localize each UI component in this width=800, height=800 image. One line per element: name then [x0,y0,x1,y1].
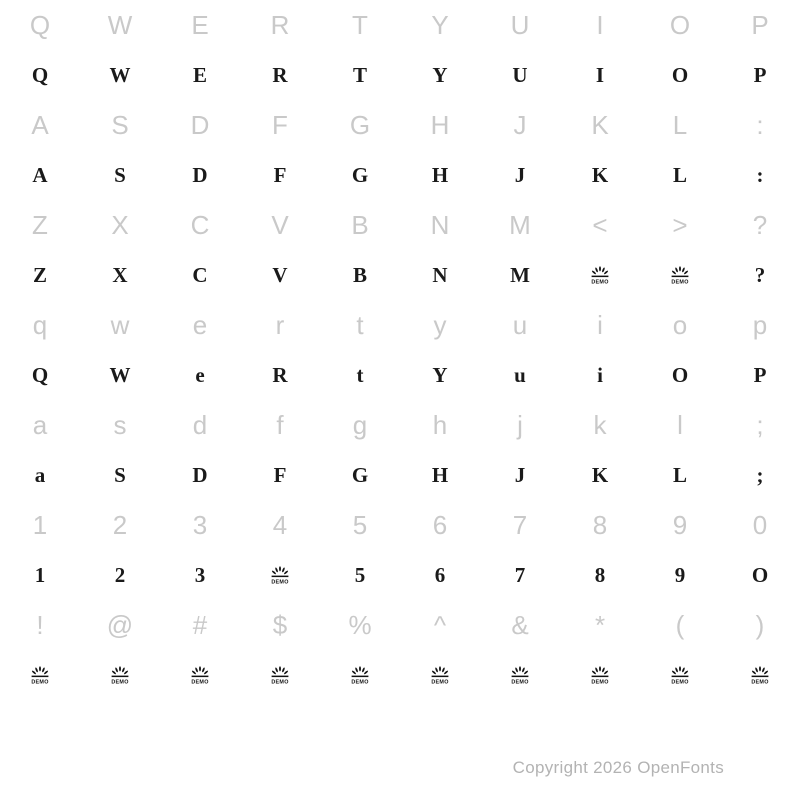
key-label-cell: y [433,310,447,340]
svg-text:DEMO: DEMO [591,679,609,686]
key-label-cell: 3 [192,510,208,540]
glyph-cell: O [751,562,769,587]
svg-text:DEMO: DEMO [671,279,689,286]
glyph-cell: H [431,162,449,187]
glyph-cell: 8 [594,562,606,587]
key-label-cell: K [591,110,609,140]
glyph-cell: R [272,62,288,87]
key-label-cell: $ [272,610,288,640]
svg-text:DEMO: DEMO [591,279,609,286]
svg-text:DEMO: DEMO [431,679,449,686]
key-label-cell: J [513,110,527,140]
key-label-cell: t [356,310,364,340]
glyph-cell: V [272,262,288,287]
key-label-cell: ; [756,410,764,440]
key-label-cell: : [756,110,764,140]
key-label-cell: < [592,210,608,240]
key-label-cell: 1 [32,510,48,540]
key-label-cell: S [111,110,129,140]
key-label-cell: ^ [433,610,447,640]
key-label-cell: ! [36,610,44,640]
key-label-cell: I [596,10,604,40]
svg-text:DEMO: DEMO [671,679,689,686]
key-label-cell: > [672,210,688,240]
glyph-cell: H [431,462,449,487]
key-label-cell: N [430,210,450,240]
key-label-cell: ? [752,210,768,240]
key-label-cell: s [113,410,127,440]
key-label-cell: 8 [592,510,608,540]
key-label-cell: C [190,210,210,240]
key-label-cell: d [192,410,208,440]
glyph-cell: G [351,462,369,487]
glyph-cell: B [352,262,367,287]
demo-placeholder-glyph-icon [0,650,80,700]
key-label-cell: M [509,210,531,240]
key-label-cell: h [432,410,448,440]
key-label-cell: X [111,210,129,240]
key-label-cell: R [270,10,290,40]
glyph-cell: 3 [194,562,206,587]
key-label-cell: U [510,10,530,40]
glyph-cell: I [595,62,605,87]
glyph-cell: u [514,362,526,387]
key-label-cell: 2 [112,510,128,540]
glyph-cell: S [114,462,126,487]
svg-text:DEMO: DEMO [111,679,129,686]
key-label-cell: # [192,610,208,640]
glyph-cell: C [192,262,208,287]
glyph-cell: T [352,62,367,87]
glyph-cell: O [671,362,689,387]
glyph-cell: P [753,62,767,87]
key-label-cell: r [275,310,285,340]
glyph-cell: K [591,462,609,487]
key-label-cell: e [192,310,208,340]
demo-placeholder-glyph-icon [560,250,640,300]
glyph-cell: 6 [434,562,446,587]
glyph-cell: t [356,362,364,387]
key-label-cell: p [752,310,768,340]
key-label-cell: B [351,210,369,240]
glyph-cell: G [351,162,369,187]
glyph-cell: 1 [34,562,46,587]
key-label-cell: 7 [512,510,528,540]
svg-text:DEMO: DEMO [271,579,289,586]
demo-placeholder-glyph-icon [160,650,240,700]
key-label-cell: f [276,410,284,440]
glyph-cell: A [32,162,48,187]
glyph-cell: F [273,162,287,187]
glyph-cell: Q [31,362,49,387]
key-label-cell: V [271,210,289,240]
glyph-cell: ? [754,262,766,287]
key-label-cell: 4 [272,510,288,540]
glyph-cell: J [514,462,526,487]
demo-placeholder-glyph-icon [400,650,480,700]
key-label-cell: T [352,10,368,40]
demo-placeholder-glyph-icon [480,650,560,700]
glyph-cell: 5 [354,562,366,587]
svg-text:DEMO: DEMO [271,679,289,686]
key-label-cell: Z [32,210,48,240]
key-label-cell: 9 [672,510,688,540]
key-label-cell: a [32,410,48,440]
glyph-cell: i [597,362,603,387]
glyph-cell: R [272,362,288,387]
demo-placeholder-glyph-icon [80,650,160,700]
glyph-cell: E [192,62,207,87]
key-label-cell: Q [29,10,51,40]
key-label-cell: G [349,110,371,140]
key-label-cell: g [352,410,368,440]
key-label-cell: @ [106,610,134,640]
glyph-cell: L [672,162,687,187]
glyph-cell: D [192,162,208,187]
glyph-cell: N [432,262,448,287]
key-label-cell: 6 [432,510,448,540]
key-label-cell: ( [675,610,685,640]
key-label-cell: w [110,310,130,340]
demo-placeholder-glyph-icon [720,650,800,700]
glyph-cell: : [756,162,764,187]
glyph-cell: J [514,162,526,187]
svg-text:DEMO: DEMO [751,679,769,686]
key-label-cell: & [511,610,529,640]
glyph-cell: D [192,462,208,487]
svg-text:DEMO: DEMO [31,679,49,686]
demo-placeholder-glyph-icon [640,650,720,700]
key-label-cell: D [190,110,210,140]
glyph-cell: P [753,362,767,387]
key-label-cell: F [272,110,288,140]
key-label-cell: E [191,10,209,40]
glyph-cell: X [112,262,128,287]
glyph-cell: W [109,62,131,87]
copyright-notice: Copyright 2026 OpenFonts [512,758,724,777]
key-label-cell: H [430,110,450,140]
demo-placeholder-glyph-icon [240,650,320,700]
key-label-cell: L [672,110,688,140]
key-label-cell: j [517,410,523,440]
key-label-cell: 5 [352,510,368,540]
glyph-cell: Z [32,262,47,287]
key-label-cell: % [348,610,372,640]
key-label-cell: k [593,410,607,440]
key-label-cell: i [597,310,603,340]
glyph-cell: e [195,362,205,387]
glyph-cell: 7 [514,562,526,587]
glyph-cell: M [510,262,530,287]
demo-placeholder-glyph-icon [640,250,720,300]
glyph-cell: U [512,62,528,87]
key-label-cell: q [32,310,48,340]
demo-placeholder-glyph-icon [240,550,320,600]
key-label-cell: ) [755,610,765,640]
glyph-cell: Q [31,62,49,87]
svg-text:DEMO: DEMO [511,679,529,686]
svg-text:DEMO: DEMO [351,679,369,686]
key-label-cell: l [677,410,683,440]
glyph-cell: 9 [674,562,686,587]
glyph-cell: F [273,462,287,487]
key-label-cell: O [669,10,691,40]
svg-text:DEMO: DEMO [191,679,209,686]
glyph-cell: K [591,162,609,187]
glyph-cell: L [672,462,687,487]
glyph-cell: S [114,162,126,187]
key-label-cell: A [31,110,49,140]
glyph-cell: a [34,462,46,487]
key-label-cell: * [594,610,606,640]
key-label-cell: P [751,10,769,40]
key-label-cell: u [512,310,528,340]
key-label-cell: o [672,310,688,340]
glyph-cell: W [109,362,131,387]
demo-placeholder-glyph-icon [320,650,400,700]
demo-placeholder-glyph-icon [560,650,640,700]
key-label-cell: Y [431,10,449,40]
key-label-cell: 0 [752,510,768,540]
key-label-cell: W [107,10,133,40]
glyph-cell: Y [432,362,448,387]
glyph-cell: 2 [114,562,126,587]
glyph-cell: O [671,62,689,87]
glyph-cell: Y [432,62,448,87]
glyph-cell: ; [756,462,764,487]
